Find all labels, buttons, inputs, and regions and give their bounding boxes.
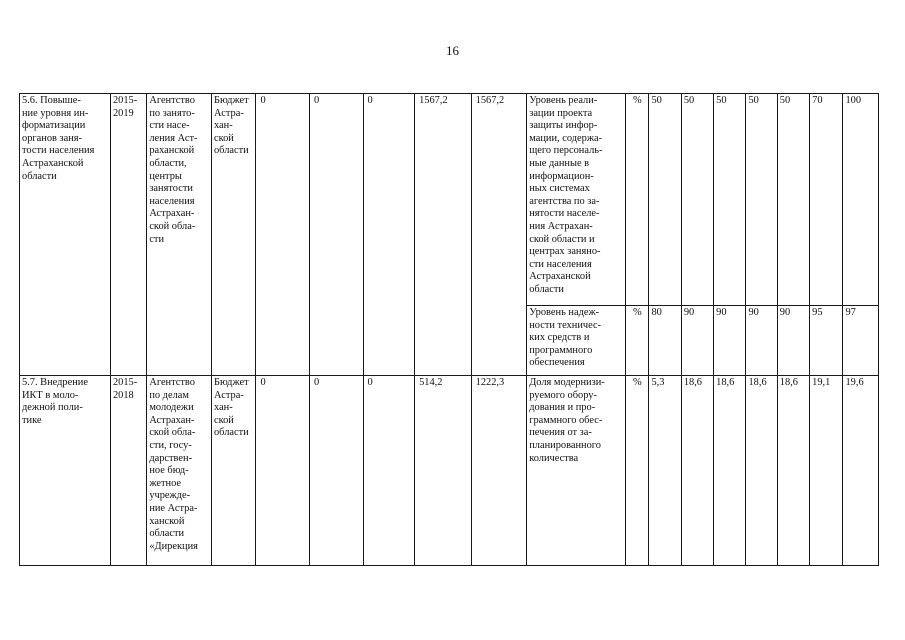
indicator-value-cell: 5,3: [649, 376, 681, 566]
indicator-value-cell: 19,1: [810, 376, 843, 566]
funding-cell: 0: [309, 94, 363, 376]
funding-cell: 1222,3: [471, 376, 527, 566]
indicator-value-cell: 90: [777, 306, 809, 376]
unit-cell: %: [626, 94, 649, 306]
executor-cell: Агентство по делам молодежи Астрахан- ской обла- сти, госу- дарствен- ное бюд- жетное учрежде- ние Астра- ханской области «Дирекция: [147, 376, 212, 566]
indicator-value-cell: 18,6: [681, 376, 713, 566]
funding-cell: 0: [256, 94, 310, 376]
indicator-value-cell: 18,6: [746, 376, 777, 566]
funding-cell: 0: [363, 376, 415, 566]
indicator-value-cell: 90: [681, 306, 713, 376]
funding-cell: 0: [309, 376, 363, 566]
funding-source-cell: Бюджет Астра- хан- ской области: [211, 94, 255, 376]
funding-cell: 1567,2: [415, 94, 472, 376]
funding-cell: 514,2: [415, 376, 472, 566]
executor-cell: Агентство по занято- сти насе- ления Аст- раханской области, центры занятости населения Астрахан- ской обла- сти: [147, 94, 212, 376]
indicator-value-cell: 19,6: [843, 376, 879, 566]
period-cell: 2015- 2018: [110, 376, 146, 566]
indicator-value-cell: 97: [843, 306, 879, 376]
measure-name-cell: 5.6. Повыше- ние уровня ин- форматизации органов заня- тости населения Астраханской области: [20, 94, 111, 376]
unit-cell: %: [626, 306, 649, 376]
page-number: 16: [446, 43, 459, 58]
indicator-name-cell: Уровень реали- зации проекта защиты инфор- мации, содержа- щего персональ- ные данные в информацион- ных системах агентства по за- нятости населе- ния Астрахан- ской области и центрах заняно- сти населения Астраханской области: [527, 94, 626, 306]
indicator-value-cell: 100: [843, 94, 879, 306]
indicator-value-cell: 18,6: [714, 376, 746, 566]
indicator-value-cell: 50: [714, 94, 746, 306]
funding-cell: 0: [363, 94, 415, 376]
period-cell: 2015- 2019: [110, 94, 146, 376]
indicator-value-cell: 90: [746, 306, 777, 376]
funding-cell: 0: [256, 376, 310, 566]
indicator-value-cell: 90: [714, 306, 746, 376]
indicator-name-cell: Доля модернизи- руемого обору- дования и про- граммного обес- печения от за- планированного количества: [527, 376, 626, 566]
unit-cell: %: [626, 376, 649, 566]
measure-name-cell: 5.7. Внедрение ИКТ в моло- дежной поли- тике: [20, 376, 111, 566]
funding-cell: 1567,2: [471, 94, 527, 376]
indicator-value-cell: 50: [777, 94, 809, 306]
table-row: [20, 94, 879, 306]
indicator-value-cell: 50: [681, 94, 713, 306]
indicator-value-cell: 95: [810, 306, 843, 376]
indicator-value-cell: 70: [810, 94, 843, 306]
table-row: [20, 376, 879, 566]
funding-source-cell: Бюджет Астра- хан- ской области: [211, 376, 255, 566]
program-table: [19, 93, 879, 566]
indicator-value-cell: 50: [746, 94, 777, 306]
indicator-value-cell: 50: [649, 94, 681, 306]
indicator-value-cell: 80: [649, 306, 681, 376]
indicator-value-cell: 18,6: [777, 376, 809, 566]
indicator-name-cell: Уровень надеж- ности техничес- ких средств и программного обеспечения: [527, 306, 626, 376]
